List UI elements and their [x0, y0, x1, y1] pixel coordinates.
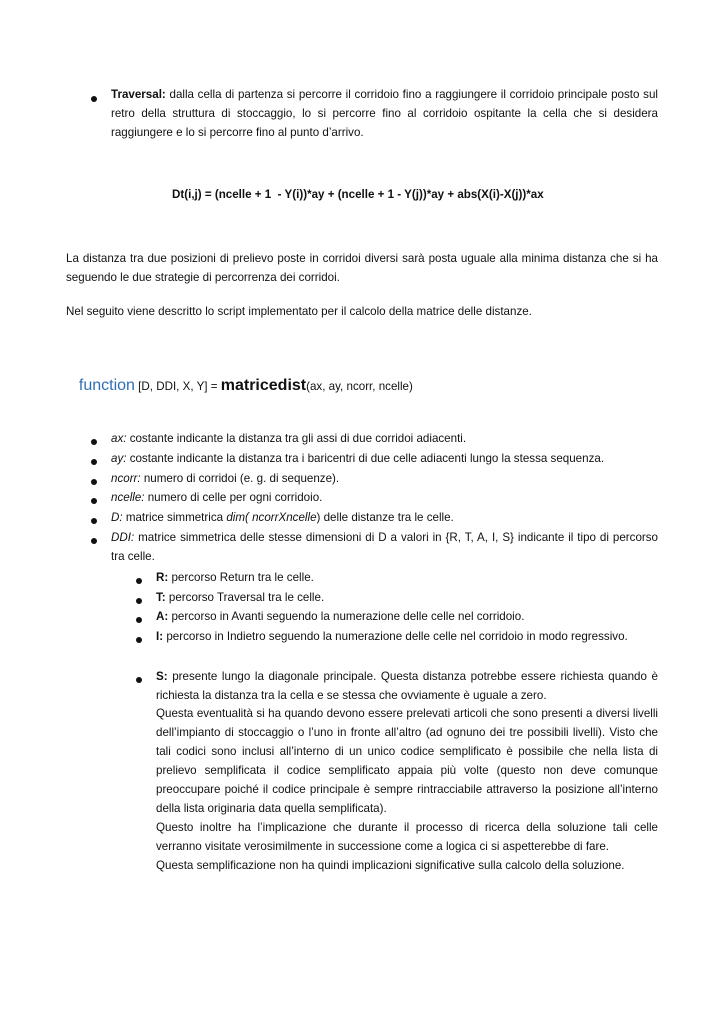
type-text: percorso Return tra le celle.	[168, 571, 314, 584]
function-name: matricedist	[220, 377, 307, 394]
param-term: D:	[111, 511, 123, 524]
bullet-dot	[136, 617, 142, 623]
type-s	[156, 667, 658, 705]
param-term: ax:	[111, 432, 127, 445]
param-ddi	[111, 528, 658, 566]
param-text: costante indicante la distanza tra i baricentri di due celle adiacenti lungo la stessa sequenza.	[126, 452, 605, 465]
param-text: numero di celle per ogni corridoio.	[144, 491, 323, 504]
param-ncelle	[111, 488, 658, 507]
type-term: R:	[156, 571, 169, 584]
type-t	[156, 588, 658, 607]
traversal-term: Traversal:	[111, 88, 166, 101]
bullet-dot	[91, 479, 97, 485]
param-dim: dim( ncorrXncelle	[226, 511, 317, 524]
function-args: (ax, ay, ncorr, ncelle)	[306, 380, 413, 393]
paragraph-min-distance: La distanza tra due posizioni di prelievo poste in corridoi diversi sarà posta uguale alla minima distanza che si ha seguendo le due strategie di percorrenza dei corridoi.	[66, 252, 658, 284]
param-term: ncorr:	[111, 472, 141, 485]
param-term: DDI:	[111, 531, 135, 544]
traversal-item	[111, 85, 658, 142]
s-paragraph: Questa eventualità si ha quando devono essere prelevati articoli che sono presenti a diversi livelli dell’impianto di stoccaggio o l’uno in fronte all’altro (ad ognuno dei tre possibili livelli). Visto che tali codici sono inclusi all’interno di un unico codice semplificato è possibile che nella lista di prelievo semplificata il codice semplificato appaia più volte (questo non deve comunque preoccupare poiché il codice principale è sempre rintracciabile attraverso la posizione all’interno della lista originaria data quella semplificata).	[156, 707, 658, 815]
paragraph-script-intro: Nel seguito viene descritto lo script implementato per il calcolo della matrice delle distanze.	[66, 305, 532, 318]
type-text: percorso in Avanti seguendo la numerazione delle celle nel corridoio.	[168, 610, 525, 623]
bullet-dot	[91, 538, 97, 544]
type-term: I:	[156, 630, 164, 643]
type-term: T:	[156, 591, 166, 604]
s-paragraph: Questo inoltre ha l’implicazione che durante il processo di ricerca della soluzione tali celle verranno visitate verosimilmente in successione come a logica ci si aspetterebbe di fare.	[156, 821, 658, 853]
param-text: numero di corridoi (e. g. di sequenze).	[140, 472, 340, 485]
param-d	[111, 508, 658, 527]
type-text: percorso in Indietro seguendo la numerazione delle celle nel corridoio in modo regressivo.	[163, 630, 628, 643]
function-keyword: function	[78, 377, 135, 394]
s-explanation	[156, 704, 658, 875]
param-term: ncelle:	[111, 491, 145, 504]
traversal-text: dalla cella di partenza si percorre il corridoio fino a raggiungere il corridoio principale posto sul retro della struttura di stoccaggio, lo si percorre fino al corridoio ospitante la cella che si desidera raggiungere e lo si percorre fino al punto d’arrivo.	[111, 88, 658, 139]
param-text: ) delle distanze tra le celle.	[316, 511, 454, 524]
bullet-dot	[136, 677, 142, 683]
param-ncorr	[111, 469, 658, 488]
param-text: costante indicante la distanza tra gli assi di due corridoi adiacenti.	[126, 432, 467, 445]
function-signature	[66, 364, 413, 408]
type-a	[156, 607, 658, 626]
param-text: matrice simmetrica delle stesse dimensioni di D a valori in {R, T, A, I, S} indicante il tipo di percorso tra celle.	[111, 531, 658, 563]
param-term: ay:	[111, 452, 127, 465]
s-paragraph: Questa semplificazione non ha quindi implicazioni significative sulla calcolo della soluzione.	[156, 859, 625, 872]
formula: Dt(i,j) = (ncelle + 1 - Y(i))*ay + (ncelle + 1 - Y(j))*ay + abs(X(i)-X(j))*ax	[172, 188, 544, 201]
bullet-dot	[91, 518, 97, 524]
param-ay	[111, 449, 658, 468]
bullet-dot	[136, 598, 142, 604]
type-text: percorso Traversal tra le celle.	[165, 591, 325, 604]
param-text: matrice simmetrica	[122, 511, 227, 524]
type-i	[156, 627, 658, 646]
bullet-dot	[91, 439, 97, 445]
bullet-dot	[91, 498, 97, 504]
bullet-dot	[91, 96, 97, 102]
function-outputs: [D, DDI, X, Y] =	[134, 380, 221, 393]
type-term: A:	[156, 610, 169, 623]
bullet-dot	[91, 459, 97, 465]
bullet-dot	[136, 637, 142, 643]
type-text: presente lungo la diagonale principale. Questa distanza potrebbe essere richiesta quando è richiesta la distanza tra la cella e se stessa che ovviamente è uguale a zero.	[156, 670, 658, 702]
type-r	[156, 568, 658, 587]
type-term: S:	[156, 670, 168, 683]
param-ax	[111, 429, 658, 448]
bullet-dot	[136, 578, 142, 584]
